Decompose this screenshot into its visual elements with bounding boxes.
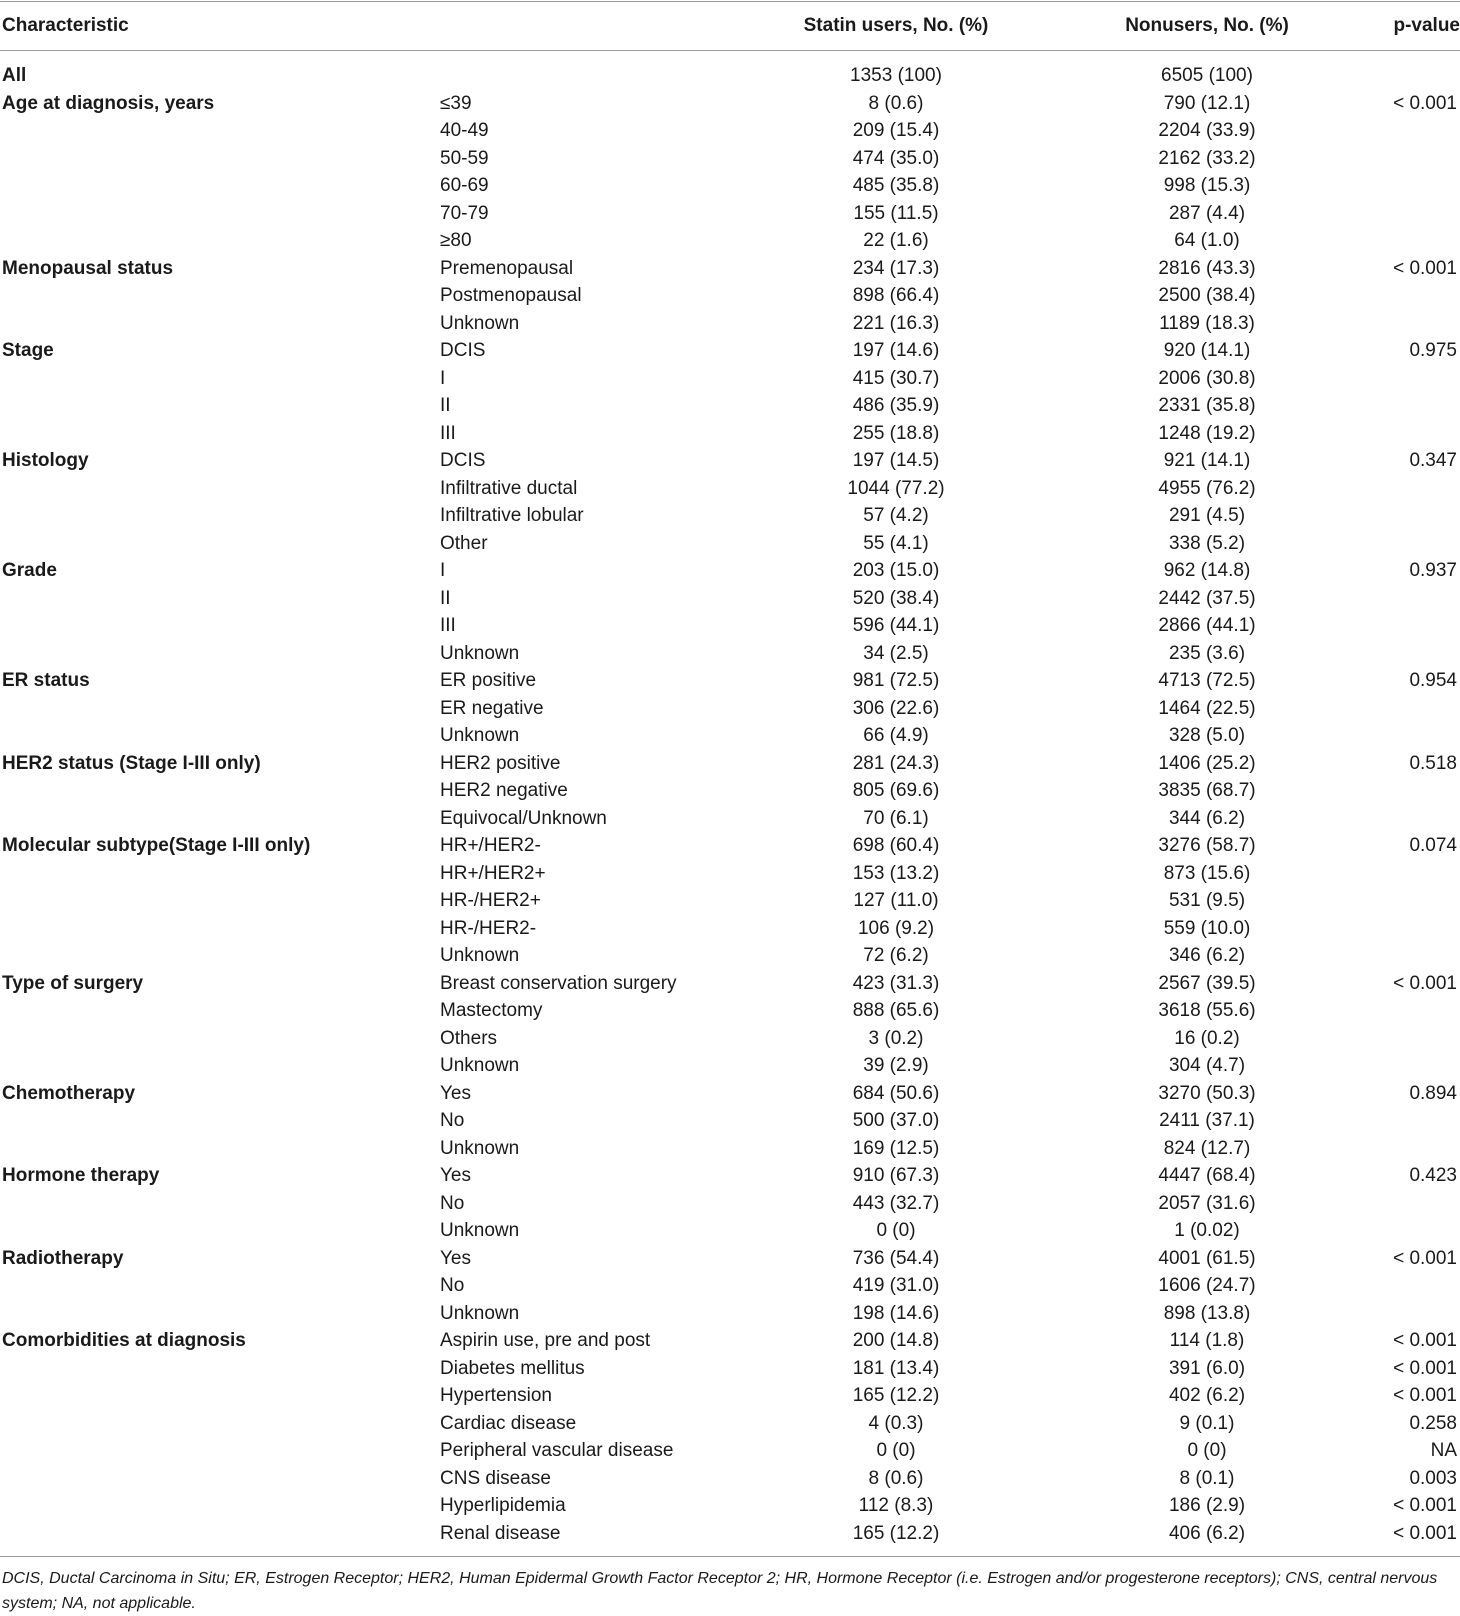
row-characteristic: Age at diagnosis, years (2, 92, 215, 114)
row-category: Unknown (440, 1055, 520, 1076)
row-category: Peripheral vascular disease (440, 1440, 674, 1461)
row-nonusers: 2411 (37.1) (1159, 1110, 1255, 1131)
row-nonusers: 4001 (61.5) (1158, 1247, 1256, 1269)
table-row (0, 695, 1460, 723)
row-nonusers: 344 (6.2) (1168, 807, 1246, 829)
row-p-value: < 0.001 (1393, 1385, 1457, 1406)
row-nonusers: 2162 (33.2) (1158, 147, 1256, 169)
table-row (0, 502, 1460, 530)
table-body (0, 62, 1460, 1547)
row-statin-users: 66 (4.9) (863, 725, 929, 746)
row-category: I (440, 560, 446, 581)
table-row (0, 805, 1460, 833)
row-nonusers: 402 (6.2) (1168, 1385, 1246, 1406)
row-nonusers: 824 (12.7) (1163, 1137, 1251, 1159)
row-category: Unknown (440, 725, 520, 746)
row-p-value: 0.518 (1409, 752, 1457, 774)
bottom-rule (0, 1556, 1460, 1557)
table-row (0, 1245, 1460, 1273)
row-nonusers: 2006 (30.8) (1158, 367, 1256, 389)
row-category: HR+/HER2+ (440, 862, 546, 884)
row-nonusers: 962 (14.8) (1163, 560, 1251, 581)
header-statin-users: Statin users, No. (%) (803, 15, 989, 36)
table-row (0, 1492, 1460, 1520)
table-row (0, 392, 1460, 420)
row-nonusers: 3835 (68.7) (1158, 780, 1256, 801)
table-row (0, 282, 1460, 310)
row-statin-users: 200 (14.8) (852, 1330, 940, 1351)
row-statin-users: 698 (60.4) (852, 835, 940, 856)
row-category: III (440, 615, 456, 636)
row-nonusers: 346 (6.2) (1168, 945, 1246, 966)
row-category: Hyperlipidemia (440, 1495, 566, 1516)
row-nonusers: 4713 (72.5) (1158, 670, 1256, 691)
row-statin-users: 106 (9.2) (857, 917, 935, 939)
table-row (0, 640, 1460, 668)
row-nonusers: 391 (6.0) (1168, 1357, 1246, 1379)
row-nonusers: 2442 (37.5) (1158, 587, 1256, 609)
row-nonusers: 1248 (19.2) (1158, 422, 1256, 444)
row-nonusers: 9 (0.1) (1179, 1412, 1235, 1434)
row-statin-users: 281 (24.3) (852, 752, 940, 774)
row-p-value: 0.894 (1409, 1082, 1457, 1104)
row-statin-users: 255 (18.8) (852, 422, 940, 444)
row-statin-users: 736 (54.4) (852, 1247, 940, 1269)
row-category: II (440, 395, 451, 416)
row-nonusers: 3618 (55.6) (1158, 1000, 1256, 1021)
row-category: 50-59 (440, 147, 489, 169)
row-category: ER positive (440, 670, 537, 691)
row-p-value: 0.937 (1409, 560, 1457, 581)
row-nonusers: 920 (14.1) (1163, 340, 1251, 361)
row-category: Others (440, 1027, 498, 1049)
row-statin-users: 153 (13.2) (852, 862, 940, 884)
row-category: Mastectomy (440, 1000, 543, 1021)
table-row (0, 530, 1460, 558)
row-p-value: < 0.001 (1393, 1357, 1457, 1379)
row-statin-users: 485 (35.8) (852, 175, 940, 196)
row-statin-users: 0 (0) (876, 1220, 916, 1241)
row-nonusers: 186 (2.9) (1168, 1495, 1246, 1516)
row-nonusers: 4447 (68.4) (1158, 1165, 1256, 1186)
row-category: No (440, 1192, 465, 1214)
row-p-value: < 0.001 (1393, 257, 1457, 279)
table-row (0, 117, 1460, 145)
row-nonusers: 114 (1.8) (1169, 1330, 1245, 1351)
table-row (0, 667, 1460, 695)
row-statin-users: 419 (31.0) (852, 1275, 940, 1296)
table-footnote: DCIS, Ductal Carcinoma in Situ; ER, Estrogen Receptor; HER2, Human Epidermal Growth Factor Receptor 2; HR, Hormone Receptor (i.e. Estrogen and/or progesterone receptors); CNS, central nervous system; NA, not applicable. (2, 1570, 1438, 1612)
row-nonusers: 2567 (39.5) (1158, 972, 1256, 994)
row-statin-users: 3 (0.2) (868, 1027, 924, 1049)
row-statin-users: 221 (16.3) (852, 312, 940, 334)
table-row (0, 585, 1460, 613)
row-statin-users: 1353 (100) (850, 65, 942, 86)
header-rule (0, 50, 1460, 51)
row-statin-users: 910 (67.3) (852, 1165, 940, 1186)
row-nonusers: 559 (10.0) (1163, 917, 1251, 939)
table-row (0, 915, 1460, 943)
row-nonusers: 8 (0.1) (1179, 1467, 1235, 1489)
table-row (0, 942, 1460, 970)
row-statin-users: 203 (15.0) (852, 560, 940, 581)
row-nonusers: 64 (1.0) (1174, 230, 1240, 251)
table-row (0, 1272, 1460, 1300)
row-statin-users: 8 (0.6) (868, 1467, 924, 1489)
row-category: Aspirin use, pre and post (440, 1330, 651, 1351)
row-characteristic: Chemotherapy (2, 1082, 136, 1104)
table-row (0, 62, 1460, 90)
row-category: DCIS (440, 340, 486, 361)
row-statin-users: 169 (12.5) (852, 1137, 940, 1159)
table-row (0, 227, 1460, 255)
table-row (0, 447, 1460, 475)
row-statin-users: 112 (8.3) (858, 1495, 934, 1516)
row-p-value: 0.003 (1409, 1467, 1457, 1489)
row-statin-users: 596 (44.1) (852, 615, 940, 636)
row-nonusers: 1606 (24.7) (1158, 1275, 1256, 1296)
table-row (0, 612, 1460, 640)
row-p-value: 0.347 (1409, 450, 1457, 471)
row-category: Unknown (440, 945, 520, 966)
table-row (0, 832, 1460, 860)
row-statin-users: 306 (22.6) (852, 697, 940, 719)
table-row (0, 997, 1460, 1025)
row-statin-users: 981 (72.5) (852, 670, 940, 691)
row-category: ≥80 (440, 230, 472, 251)
row-p-value: NA (1430, 1440, 1457, 1461)
row-statin-users: 1044 (77.2) (847, 477, 945, 499)
row-nonusers: 921 (14.1) (1163, 450, 1251, 471)
row-category: HER2 negative (440, 780, 568, 801)
row-category: Equivocal/Unknown (440, 807, 607, 829)
row-category: Yes (440, 1082, 471, 1104)
row-category: III (440, 422, 456, 444)
row-characteristic: Radiotherapy (2, 1247, 124, 1269)
table-row (0, 1107, 1460, 1135)
row-characteristic: Histology (2, 450, 89, 471)
row-statin-users: 127 (11.0) (853, 890, 939, 911)
row-category: Diabetes mellitus (440, 1357, 585, 1379)
row-category: Unknown (440, 1220, 520, 1241)
row-p-value: 0.258 (1409, 1412, 1457, 1434)
row-characteristic: HER2 status (Stage I-III only) (2, 752, 261, 774)
table-row (0, 365, 1460, 393)
row-statin-users: 4 (0.3) (868, 1412, 924, 1434)
row-nonusers: 328 (5.0) (1168, 725, 1246, 746)
row-statin-users: 55 (4.1) (863, 532, 929, 554)
table-row (0, 1465, 1460, 1493)
row-characteristic: Type of surgery (2, 972, 144, 994)
row-statin-users: 474 (35.0) (852, 147, 940, 169)
row-category: Postmenopausal (440, 285, 582, 306)
table-row (0, 1410, 1460, 1438)
row-characteristic: Menopausal status (2, 257, 174, 279)
row-nonusers: 287 (4.4) (1168, 202, 1246, 224)
table-row (0, 1520, 1460, 1548)
row-nonusers: 2331 (35.8) (1158, 395, 1256, 416)
table-row (0, 777, 1460, 805)
row-characteristic: ER status (2, 670, 90, 691)
table-row (0, 1217, 1460, 1245)
table-row (0, 1052, 1460, 1080)
row-category: II (440, 587, 451, 609)
table-row (0, 420, 1460, 448)
row-nonusers: 291 (4.5) (1168, 505, 1246, 526)
row-characteristic: Hormone therapy (2, 1165, 160, 1186)
row-category: Other (440, 532, 488, 554)
table-row (0, 1382, 1460, 1410)
row-category: HR+/HER2- (440, 835, 541, 856)
table-row (0, 172, 1460, 200)
row-nonusers: 235 (3.6) (1168, 642, 1246, 664)
row-statin-users: 72 (6.2) (863, 945, 929, 966)
row-statin-users: 486 (35.9) (852, 395, 940, 416)
row-nonusers: 2204 (33.9) (1158, 120, 1256, 141)
row-nonusers: 2057 (31.6) (1158, 1192, 1256, 1214)
table-row (0, 475, 1460, 503)
row-category: No (440, 1110, 465, 1131)
row-nonusers: 4955 (76.2) (1158, 477, 1256, 499)
table-row (0, 1300, 1460, 1328)
row-nonusers: 3270 (50.3) (1158, 1082, 1256, 1104)
table-row (0, 1080, 1460, 1108)
row-category: Unknown (440, 1302, 520, 1324)
row-category: Yes (440, 1247, 471, 1269)
row-category: Unknown (440, 1137, 520, 1159)
row-statin-users: 888 (65.6) (852, 1000, 940, 1021)
row-category: Infiltrative ductal (440, 477, 578, 499)
row-statin-users: 155 (11.5) (853, 202, 939, 224)
row-characteristic: Stage (2, 340, 54, 361)
row-category: Cardiac disease (440, 1412, 577, 1434)
row-p-value: < 0.001 (1393, 1247, 1457, 1269)
row-category: HER2 positive (440, 752, 561, 774)
table-row (0, 310, 1460, 338)
row-nonusers: 531 (9.5) (1168, 890, 1246, 911)
row-statin-users: 22 (1.6) (863, 230, 929, 251)
row-nonusers: 2500 (38.4) (1158, 285, 1256, 306)
row-statin-users: 0 (0) (876, 1440, 916, 1461)
row-category: Infiltrative lobular (440, 505, 584, 526)
row-category: Unknown (440, 312, 520, 334)
row-category: ≤39 (440, 92, 472, 114)
row-nonusers: 1406 (25.2) (1158, 752, 1256, 774)
row-nonusers: 2866 (44.1) (1158, 615, 1256, 636)
row-p-value: 0.074 (1409, 835, 1457, 856)
row-nonusers: 1 (0.02) (1174, 1220, 1240, 1241)
row-nonusers: 16 (0.2) (1174, 1027, 1240, 1049)
row-nonusers: 1464 (22.5) (1158, 697, 1256, 719)
table-row (0, 887, 1460, 915)
row-statin-users: 57 (4.2) (863, 505, 929, 526)
row-category: 60-69 (440, 175, 489, 196)
row-nonusers: 304 (4.7) (1168, 1055, 1246, 1076)
row-nonusers: 790 (12.1) (1163, 92, 1251, 114)
row-category: ER negative (440, 697, 544, 719)
row-category: Renal disease (440, 1522, 561, 1544)
row-nonusers: 898 (13.8) (1163, 1302, 1251, 1324)
row-statin-users: 197 (14.5) (852, 450, 940, 471)
row-category: DCIS (440, 450, 486, 471)
row-p-value: < 0.001 (1393, 972, 1457, 994)
table-row (0, 1355, 1460, 1383)
row-statin-users: 520 (38.4) (852, 587, 940, 609)
table-row (0, 1327, 1460, 1355)
row-statin-users: 165 (12.2) (852, 1522, 940, 1544)
row-statin-users: 443 (32.7) (852, 1192, 940, 1214)
row-statin-users: 415 (30.7) (852, 367, 940, 389)
row-characteristic: All (2, 65, 27, 86)
row-nonusers: 2816 (43.3) (1158, 257, 1256, 279)
row-characteristic: Molecular subtype(Stage I-III only) (2, 835, 311, 856)
row-characteristic: Grade (2, 560, 57, 581)
row-p-value: 0.954 (1409, 670, 1457, 691)
row-statin-users: 70 (6.1) (863, 807, 929, 829)
row-nonusers: 406 (6.2) (1168, 1522, 1246, 1544)
row-statin-users: 198 (14.6) (852, 1302, 940, 1324)
row-statin-users: 423 (31.3) (852, 972, 940, 994)
row-statin-users: 8 (0.6) (868, 92, 924, 114)
row-category: 70-79 (440, 202, 489, 224)
row-statin-users: 181 (13.4) (852, 1357, 940, 1379)
table-row (0, 255, 1460, 283)
table-row (0, 970, 1460, 998)
row-category: HR-/HER2+ (440, 890, 541, 911)
row-statin-users: 234 (17.3) (852, 257, 940, 279)
row-statin-users: 197 (14.6) (852, 340, 940, 361)
row-nonusers: 998 (15.3) (1163, 175, 1251, 196)
row-statin-users: 165 (12.2) (852, 1385, 940, 1406)
row-category: Yes (440, 1165, 471, 1186)
header-p-value: p-value (1393, 15, 1460, 36)
row-category: Hypertension (440, 1385, 552, 1406)
row-statin-users: 39 (2.9) (863, 1055, 929, 1076)
table-row (0, 145, 1460, 173)
row-nonusers: 0 (0) (1187, 1440, 1227, 1461)
row-statin-users: 684 (50.6) (852, 1082, 940, 1104)
table-row (0, 557, 1460, 585)
row-statin-users: 805 (69.6) (852, 780, 940, 801)
table-row (0, 750, 1460, 778)
header-nonusers: Nonusers, No. (%) (1125, 15, 1289, 36)
row-p-value: < 0.001 (1393, 1330, 1457, 1351)
table-row (0, 722, 1460, 750)
table-row (0, 337, 1460, 365)
row-category: HR-/HER2- (440, 917, 537, 939)
row-statin-users: 500 (37.0) (852, 1110, 940, 1131)
row-category: Premenopausal (440, 257, 574, 279)
table-row (0, 1025, 1460, 1053)
row-category: Unknown (440, 642, 520, 664)
row-p-value: < 0.001 (1393, 92, 1457, 114)
row-category: I (440, 367, 446, 389)
row-p-value: < 0.001 (1393, 1522, 1457, 1544)
row-statin-users: 898 (66.4) (852, 285, 940, 306)
row-nonusers: 6505 (100) (1161, 65, 1253, 86)
table-row (0, 90, 1460, 118)
row-statin-users: 34 (2.5) (863, 642, 929, 664)
row-nonusers: 1189 (18.3) (1159, 312, 1255, 334)
table-row (0, 1437, 1460, 1465)
table-row (0, 860, 1460, 888)
row-p-value: 0.975 (1409, 340, 1457, 361)
row-category: Breast conservation surgery (440, 972, 677, 994)
row-category: CNS disease (440, 1467, 551, 1489)
table-row (0, 1190, 1460, 1218)
row-nonusers: 338 (5.2) (1168, 532, 1246, 554)
table-row (0, 1162, 1460, 1190)
table-row (0, 200, 1460, 228)
row-category: 40-49 (440, 120, 489, 141)
row-characteristic: Comorbidities at diagnosis (2, 1330, 246, 1351)
row-p-value: < 0.001 (1393, 1495, 1457, 1516)
table-row (0, 1135, 1460, 1163)
row-statin-users: 209 (15.4) (852, 120, 940, 141)
row-nonusers: 3276 (58.7) (1158, 835, 1256, 856)
row-nonusers: 873 (15.6) (1163, 862, 1251, 884)
header-characteristic: Characteristic (2, 15, 129, 36)
row-p-value: 0.423 (1409, 1165, 1457, 1186)
row-category: No (440, 1275, 465, 1296)
